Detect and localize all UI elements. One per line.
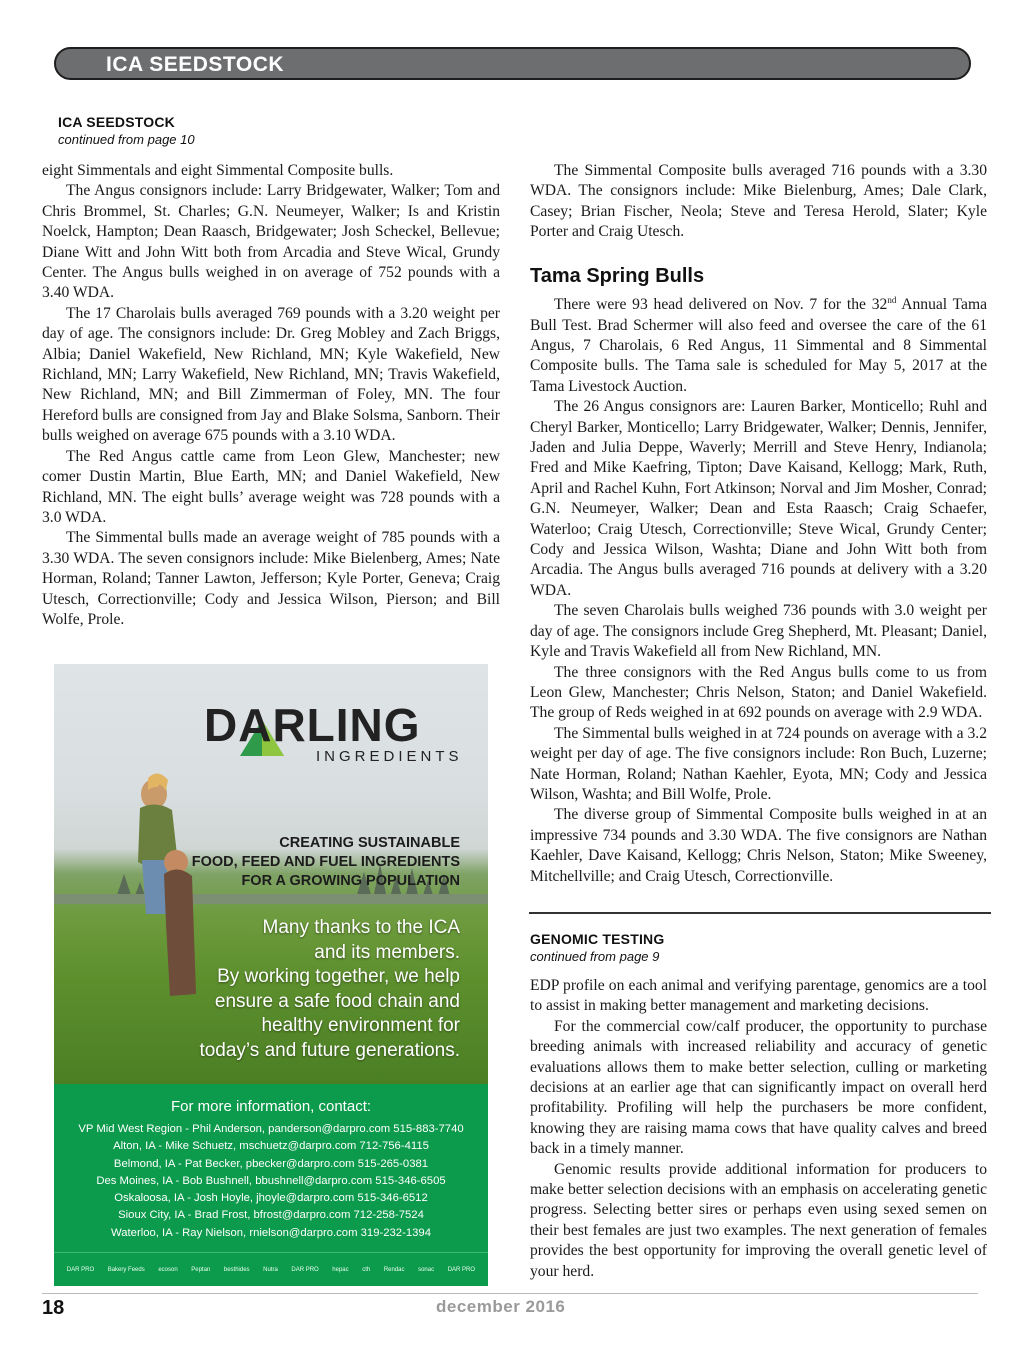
contact-title: For more information, contact: [170, 1098, 372, 1115]
continued-note: continued from page 10 [58, 132, 195, 147]
intro-text: Annual Tama Bull Test. Brad Schermer will also feed and oversee the care of the 61 Angus, 7 Charolais, 6 Red Angus, 11 Simmental and 8 Simmental Composite bulls. The Tama sale is scheduled for May 5, 2017 at the Tama Livestock Auction. [530, 296, 988, 395]
contact-row: VP Mid West Region - Phil Anderson, panderson@darpro.com 515-883-7740 [78, 1123, 464, 1135]
contact-row: Des Moines, IA - Bob Bushnell, bbushnell@darpro.com 515-346-6505 [96, 1174, 446, 1187]
paragraph: The 26 Angus consignors are: Lauren Barker, Monticello; Ruhl and Cheryl Barker, Monticello; Larry Bridgewater, Walker; Dennis, Jennifer, Jaden and Julia Deppe, Waverly; Merrill and Steve Henry, Indianola; Fred and Mike Kaefring, Tipton; Dave Kaisand, Kellogg; Mark, Ruth, April and Rachel Kuhn, Fort Atkinson; Norval and Jim Mosher, Conrad; G.N. Neumeyer, Walker; Dean and Esta Raasch; Craig Schaefer, Waterloo; Craig Utesch, Correctionville; Steve Wical, Grundy Center; Cody and Jessica Wilson, Washta; Diane and John Witt both from Arcadia. The Angus bulls averaged 716 pounds at delivery with a 3.20 WDA. [530, 398, 987, 599]
paragraph: The three consignors with the Red Angus bulls come to us from Leon Glew, Manchester; Chris Nelson, Staton; and Daniel Wakefield. The group of Reds weighed in at 692 pounds on average with 2.9 WDA. [530, 663, 987, 722]
tagline-line: CREATING SUSTAINABLE [279, 835, 460, 851]
contact-row: Alton, IA - Mike Schuetz, mschuetz@darpro.com 712-756-4115 [113, 1140, 429, 1153]
paragraph: eight Simmentals and eight Simmental Composite bulls. [42, 162, 394, 179]
brand-logo: Nutra [263, 1266, 278, 1273]
page-number: 18 [42, 1297, 65, 1319]
brand-logo: Peptan [191, 1266, 211, 1273]
brand-logo: ecoson [158, 1266, 178, 1273]
brand-logo: besthides [223, 1266, 250, 1273]
thanks-line: healthy environment for [261, 1015, 460, 1036]
paragraph: The 17 Charolais bulls averaged 769 pounds with a 3.20 weight per day of age. The consignors include: Dr. Greg Mobley and Zach Briggs, Albia; Daniel Wakefield, New Richland, MN; Kyle Wakefield, New Richland, MN; Larry Wakefield, New Richland, MN; Travis Wakefield, New Richland, MN; and Bill Zimmerman of Foley, MN. The four Hereford bulls are consigned from Jay and Blake Solsma, Sanborn. Their bulls weighed on average 675 pounds with a 3.10 WDA. [42, 304, 500, 445]
ad-brand-strip [54, 1252, 488, 1286]
contact-row: Waterloo, IA - Ray Nielson, rnielson@darpro.com 319-232-1394 [111, 1226, 431, 1239]
tagline-line: FOR A GROWING POPULATION [241, 873, 460, 889]
paragraph: The diverse group of Simmental Composite bulls weighed in at an impressive 734 pounds and 3.30 WDA. The five consignors are Nathan Kaehler, Dave Kaisand, Kellogg; Chris Nelson, Staton; Mike Sweeney, Mitchellville; and Craig Utesch, Correctionville. [530, 806, 987, 885]
darling-advertisement [54, 664, 488, 1286]
ad-thanks-message [130, 916, 460, 1063]
contact-row: Belmond, IA - Pat Becker, pbecker@darpro.com 515-265-0381 [113, 1157, 429, 1170]
issue-date: december 2016 [436, 1297, 566, 1316]
intro-text: There were 93 head delivered on Nov. 7 for the 32 [554, 296, 888, 314]
tagline-line: FOOD, FEED AND FUEL INGREDIENTS [191, 854, 460, 870]
paragraph: The Red Angus cattle came from Leon Glew, Manchester; new comer Dustin Martin, Blue Earth, MN; and Daniel Wakefield, New Richland, MN. The eight bulls’ average weight was 728 pounds with a 3.0 WDA. [42, 447, 500, 526]
footer-rule [42, 1293, 978, 1294]
tama-text [530, 290, 987, 887]
continued-note: continued from page 9 [530, 949, 660, 964]
genomic-text [530, 976, 987, 1282]
brand-logo: Bakery Feeds [107, 1266, 145, 1273]
thanks-line: By working together, we help [217, 966, 460, 987]
brand-logo: cth [362, 1266, 371, 1273]
ad-contact-box [54, 1084, 488, 1252]
paragraph: EDP profile on each animal and verifying parentage, genomics are a tool to assist in making better management and marketing decisions. [530, 977, 987, 1015]
section-title: ICA SEEDSTOCK [106, 53, 285, 76]
paragraph: The seven Charolais bulls weighed 736 pounds with 3.0 weight per day of age. The consignors include Greg Shepherd, Mt. Pleasant; Daniel, Kyle and Travis Wakefield all from New Richland, MN. [530, 602, 987, 661]
brand-logo: DAR PRO [447, 1266, 476, 1273]
brand-logo: Rendac [383, 1266, 405, 1273]
paragraph: The Simmental Composite bulls averaged 716 pounds with a 3.30 WDA. The consignors include: Mike Bielenburg, Ames; Dale Clark, Casey; Brian Fischer, Neola; Steve and Teresa Herold, Slater; Kyle Porter and Craig Utesch. [530, 162, 987, 241]
tama-heading: Tama Spring Bulls [530, 265, 705, 287]
brand-logo: DAR PRO [66, 1266, 95, 1273]
brand-logo: DAR PRO [291, 1266, 319, 1273]
ad-tagline [140, 834, 460, 891]
contact-row: Oskaloosa, IA - Josh Hoyle, jhoyle@darpro.com 515-346-6512 [114, 1192, 428, 1205]
thanks-line: ensure a safe food chain and [214, 990, 460, 1012]
paragraph: For the commercial cow/calf producer, the opportunity to purchase breeding animals with increased reliability and accuracy of genetic evaluations allows them to make better selection, culling or marketing decisions at an earlier age that can significantly impact on overall herd profitability. Profiling will help the purchasers be more confident, knowing they are raising mama cows that have quality calves and breed back in a timely manner. [530, 1017, 987, 1158]
right-column-top [530, 161, 987, 243]
section-divider [529, 912, 991, 914]
ordinal-suffix: nd [887, 295, 897, 305]
paragraph: The Simmental bulls made an average weight of 785 pounds with a 3.30 WDA. The seven consignors include: Mike Bielenberg, Ames; Nate Horman, Roland; Tanner Lawton, Jefferson; Kyle Porter, Geneva; Craig Utesch, Correctionville; Cody and Jessica Wilson, Pierson; and Bill Wolfe, Prole. [42, 529, 500, 628]
section-header-bar [54, 47, 971, 80]
ad-brand-logo: DARLING [204, 699, 421, 751]
brand-logo: hepac [332, 1266, 349, 1273]
paragraph: Genomic results provide additional information for producers to make better selection decisions with an emphasis on accelerating genetic progress. Selecting better sires or perhaps even using sexed semen on their best females are just two examples. The next generation of females provides the best opportunity for improving the overall genetic level of your herd. [530, 1160, 987, 1280]
paragraph [530, 290, 987, 397]
contact-row: Sioux City, IA - Brad Frost, bfrost@darpro.com 712-258-7524 [118, 1209, 424, 1222]
article-kicker: ICA SEEDSTOCK [58, 114, 175, 130]
brand-logo: sonac [418, 1266, 435, 1273]
thanks-line: and its members. [314, 941, 460, 963]
ad-brand-subtitle: INGREDIENTS [316, 748, 463, 765]
genomic-kicker: GENOMIC TESTING [530, 931, 665, 947]
thanks-line: today’s and future generations. [199, 1039, 460, 1061]
paragraph: The Angus consignors include: Larry Bridgewater, Walker; Tom and Chris Brommel, St. Charles; G.N. Neumeyer, Walker; Is and Kristin Noelck, Hampton; Dean Raasch, Bridgewater; Josh Scheckel, Bellevue; Diane Witt and John Witt both from Arcadia and Steve Wical, Grundy Center. The Angus bulls weighed in on average of 752 pounds with a 3.40 WDA. [42, 182, 500, 302]
paragraph: The Simmental bulls weighed in at 724 pounds on average with a 3.2 weight per day of age. The five consignors include: Ron Buch, Luzerne; Nate Horman, Roland; Nathan Kaehler, Eyota, MN; Cody and Jessica Wilson, Washta; and Bill Wolfe, Prole. [530, 724, 987, 803]
left-column-text [42, 161, 500, 630]
thanks-line: Many thanks to the ICA [262, 917, 460, 938]
